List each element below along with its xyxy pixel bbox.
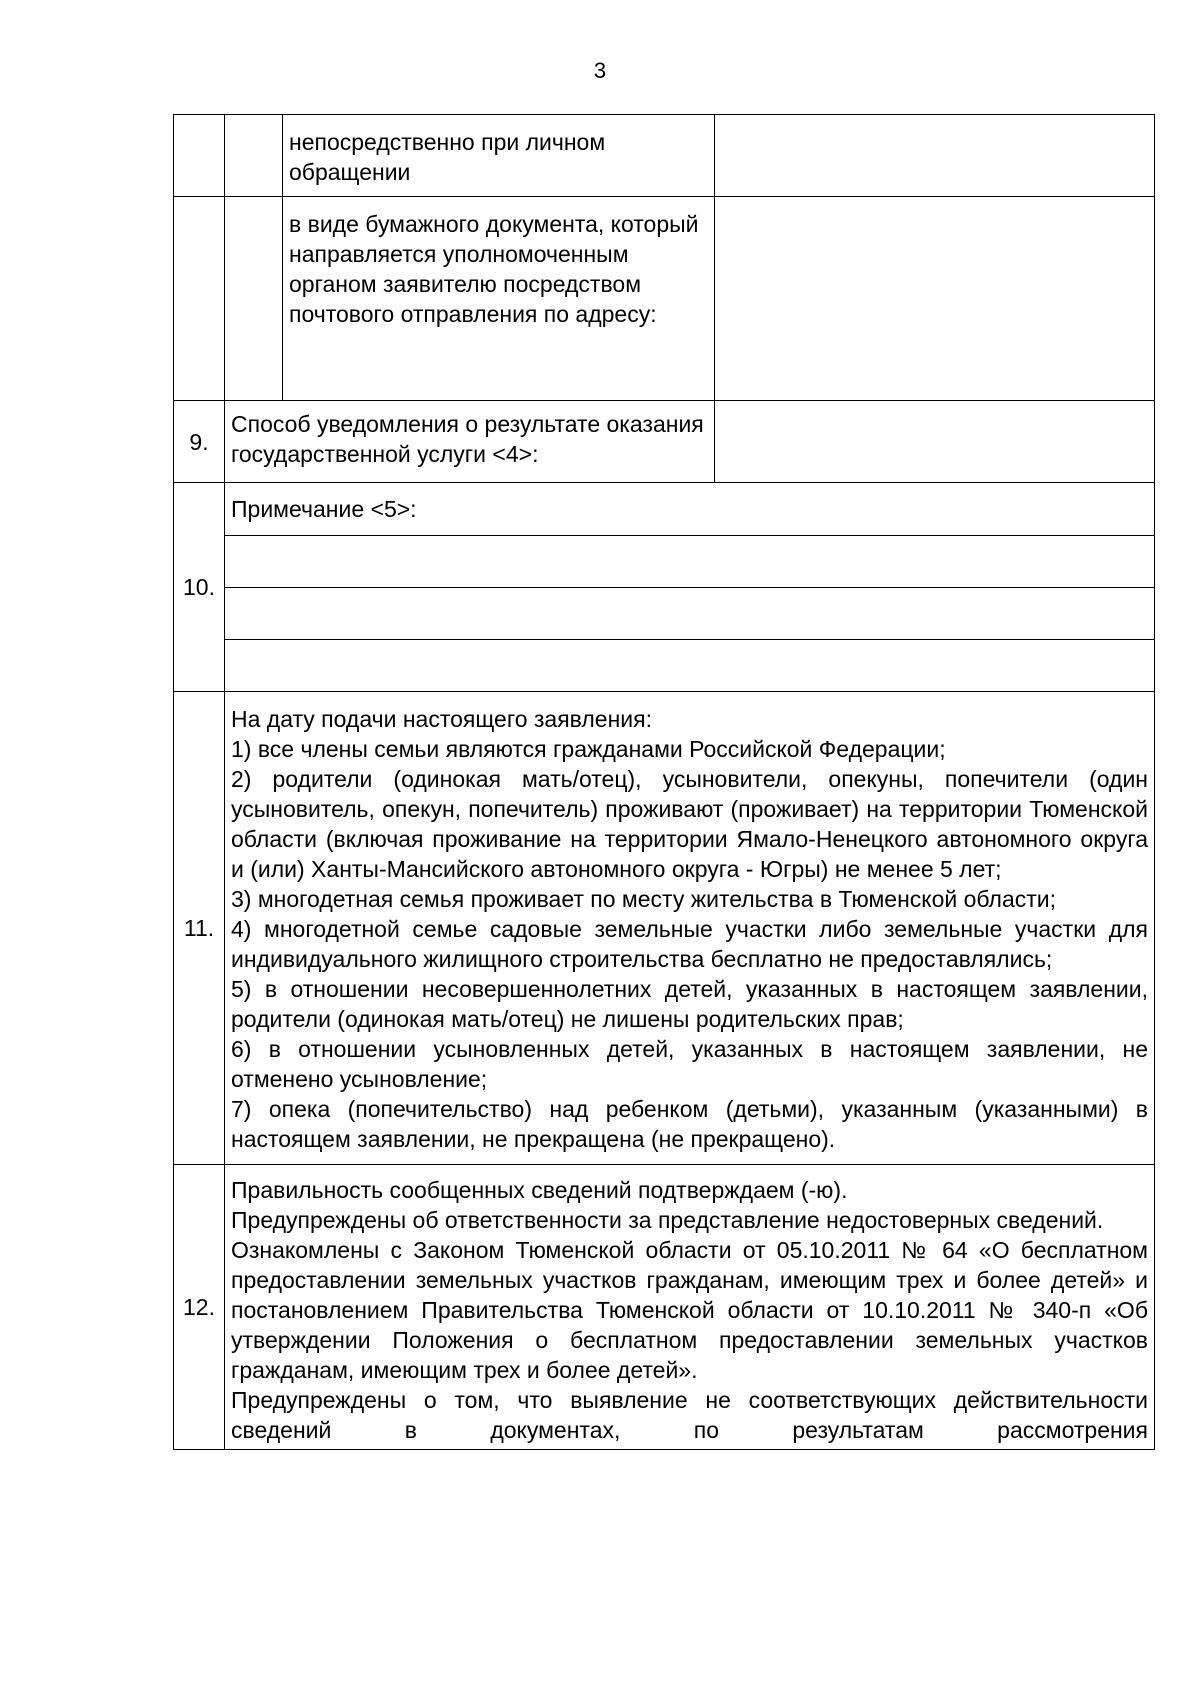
conditions-paragraph: 3) многодетная семья проживает по месту жительства в Тюменской области;: [231, 886, 1057, 912]
conditions-paragraph: 4) многодетной семье садовые земельные участки либо земельные участки для индивидуального жилищного строительства бесплатно не предоставлялись;: [231, 916, 1148, 972]
application-form-table: [173, 114, 1155, 1450]
confirmation-paragraph: Правильность сообщенных сведений подтверждаем (-ю).: [231, 1177, 848, 1203]
note-line[interactable]: [225, 536, 1155, 588]
table-row: [174, 588, 1155, 640]
table-row: [174, 640, 1155, 692]
answer-cell[interactable]: [715, 197, 1155, 401]
note-label: Примечание <5>:: [225, 483, 1155, 536]
table-row: [174, 401, 1155, 483]
confirmation-paragraph: Предупреждены об ответственности за представление недостоверных сведений.: [231, 1207, 1104, 1233]
page-number: 3: [593, 58, 607, 83]
table-row: [174, 197, 1155, 401]
number-cell: [174, 197, 225, 401]
conditions-paragraph: 5) в отношении несовершеннолетних детей, указанных в настоящем заявлении, родители (одинокая мать/отец) не лишены родительских прав;: [231, 976, 1148, 1032]
conditions-text: [225, 692, 1155, 1165]
confirmation-paragraph: Предупреждены о том, что выявление не соответствующих действительности сведений в документах, по результатам рассмотрения: [231, 1387, 1148, 1443]
option-cell: [225, 197, 283, 401]
option-label: в виде бумажного документа, который направляется уполномоченным органом заявителю посредством почтового отправления по адресу:: [283, 197, 715, 401]
table-row: [174, 483, 1155, 536]
table-row: [174, 536, 1155, 588]
conditions-paragraph: 7) опека (попечительство) над ребенком (детьми), указанным (указанными) в настоящем заявлении, не прекращена (не прекращено).: [231, 1096, 1148, 1152]
row-number: 10.: [174, 483, 225, 692]
confirmation-paragraph: Ознакомлены с Законом Тюменской области от 05.10.2011 № 64 «О бесплатном предоставлении земельных участков гражданам, имеющим трех и более детей» и постановлением Правительства Тюменской области от 10.10.2011 № 340-п «Об утверждении Положения о бесплатном предоставлении земельных участков гражданам, имеющим трех и более детей».: [231, 1237, 1148, 1383]
note-line[interactable]: [225, 588, 1155, 640]
conditions-paragraph: 2) родители (одинокая мать/отец), усыновители, опекуны, попечители (один усыновитель, опекун, попечитель) проживают (проживает) на территории Тюменской области (включая проживание на территории Ямало-Ненецкого автономного округа и (или) Ханты-Мансийского автономного округа - Югры) не менее 5 лет;: [231, 766, 1148, 882]
row-number: 9.: [174, 401, 225, 483]
table-row: [174, 692, 1155, 1165]
notification-method-label: Способ уведомления о результате оказания государственной услуги <4>:: [225, 401, 715, 483]
row-number: 11.: [174, 692, 225, 1165]
number-cell: [174, 115, 225, 197]
option-label: непосредственно при личном обращении: [283, 115, 715, 197]
table-row: [174, 1165, 1155, 1450]
conditions-paragraph: 6) в отношении усыновленных детей, указанных в настоящем заявлении, не отменено усыновление;: [231, 1036, 1148, 1092]
note-line[interactable]: [225, 640, 1155, 692]
row-number: 12.: [174, 1165, 225, 1450]
table-row: [174, 115, 1155, 197]
answer-cell[interactable]: [715, 401, 1155, 483]
confirmation-text: [225, 1165, 1155, 1450]
option-cell: [225, 115, 283, 197]
answer-cell[interactable]: [715, 115, 1155, 197]
conditions-paragraph: На дату подачи настоящего заявления:: [231, 706, 652, 732]
conditions-paragraph: 1) все члены семьи являются гражданами Российской Федерации;: [231, 736, 946, 762]
